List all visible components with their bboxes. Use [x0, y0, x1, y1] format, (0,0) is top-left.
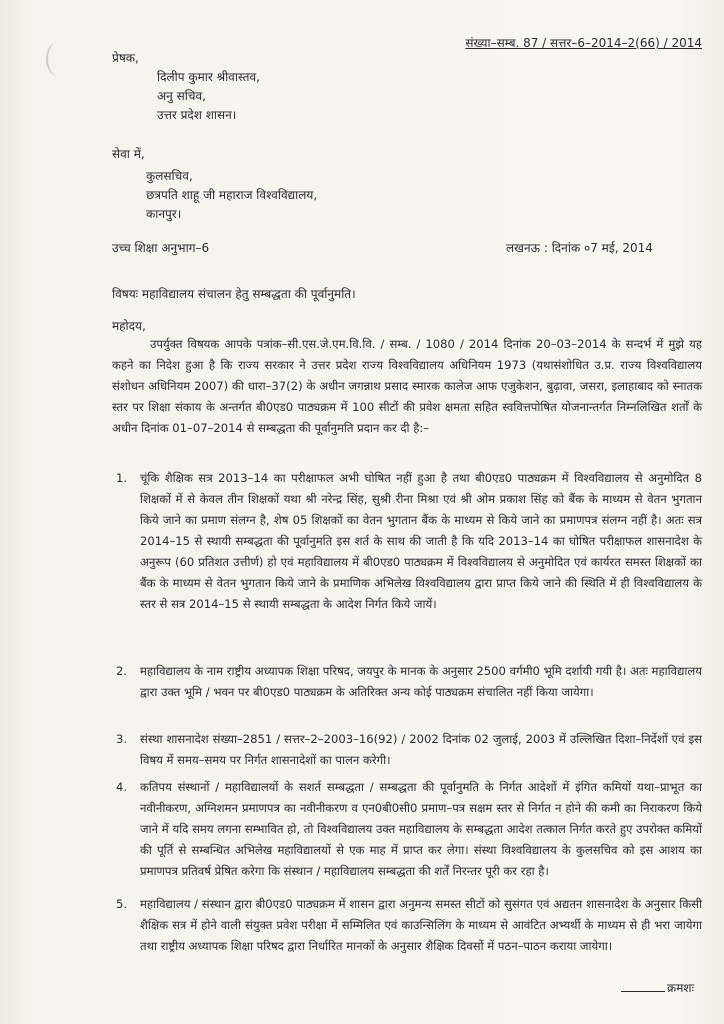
subject-line: विषयः महाविद्यालय संचालन हेतु सम्बद्धता की पूर्वानुमति। [112, 287, 356, 301]
condition-text: संस्था शासनादेश संख्या–2851 / सत्तर–2–2003–16(92) / 2002 दिनांक 02 जुलाई, 2003 में उल्लिखित दिशा–निर्देशों एवं इस विषय में समय–समय पर निर्गत शासनादेशों का पालन करेगी। [140, 732, 702, 767]
condition-number: 3. [116, 732, 128, 746]
condition-number: 4. [116, 780, 128, 794]
sender-label: प्रेषक, [112, 51, 139, 65]
condition-number: 2. [116, 664, 128, 678]
recipient-label: सेवा में, [112, 147, 145, 161]
condition-number: 1. [116, 471, 128, 485]
recipient-city: कानपुर। [146, 207, 182, 221]
reference-number: संख्या–सम्ब. 87 / सत्तर–6–2014–2(66) / 2014 [465, 36, 702, 50]
condition-text: चूंकि शैक्षिक सत्र 2013–14 का परीक्षाफल अभी घोषित नहीं हुआ है तथा बी0एड0 पाठ्यक्रम में विश्वविद्यालय से अनुमोदित 8 शिक्षकों में से केवल तीन शिक्षकों यथा श्री नरेन्द्र सिंह, सुश्री रीना मिश्रा एवं श्री ओम प्रकाश सिंह को बैंक के माध्यम से वेतन भुगतान किये जाने का प्रमाण संलग्न है, शेष 05 शिक्षकों का वेतन भुगतान बैंक के माध्यम से किये जाने का प्रमाणपत्र संलग्न नहीं है। अतः सत्र 2014–15 से स्थायी सम्बद्धता की पूर्वानुमति इस शर्त के साथ की जाती है कि यदि 2013–14 का घोषित परीक्षाफल शासनादेश के अनुरूप (60 प्रतिशत उत्तीर्ण) हो एवं महाविद्यालय में बी0एड0 पाठ्यक्रम में विश्वविद्यालय से अनुमोदित एवं कार्यरत समस्त शिक्षकों का बैंक के माध्यम से वेतन भुगतान किये जाने के प्रमाणिक अभिलेख विश्वविद्यालय द्वारा प्राप्त किये जाने की स्थिति में ही विश्वविद्यालय के स्तर से सत्र 2014–15 से स्थायी सम्बद्धता के आदेश निर्गत किये जायें। [140, 471, 702, 611]
intro-paragraph: उपर्युक्त विषयक आपके पत्रांक–सी.एस.जे.एम.वि.वि. / सम्ब. / 1080 / 2014 दिनांक 20–03–2014 के सन्दर्भ में मुझे यह कहने का निदेश हुआ है कि राज्य सरकार ने उत्तर प्रदेश राज्य विश्वविद्यालय अधिनियम 1973 (यथासंशोधित उ.प्र. राज्य विश्वविद्यालय संशोधन अधिनियम 2007) की धारा–37(2) के अधीन जगन्नाथ प्रसाद स्मारक कालेज आफ एजुकेशन, बुढ़ावा, जसरा, इलाहाबाद को स्नातक स्तर पर शिक्षा संकाय के अन्तर्गत बी0एड0 पाठ्यक्रम में 100 सीटों की प्रवेश क्षमता सहित स्ववित्तपोषित योजनान्तर्गत निम्नलिखित शर्तों के अधीन दिनांक 01–07–2014 से सम्बद्धता की पूर्वानुमति प्रदान कर दी है:– [112, 337, 702, 435]
condition-text: महाविद्यालय / संस्थान द्वारा बी0एड0 पाठ्यक्रम में शासन द्वारा अनुमन्य समस्त सीटों को सुसंगत एवं अद्यतन शासनादेश के अनुसार किसी शैक्षिक सत्र में होने वाली संयुक्त प्रवेश परीक्षा में सम्मिलित एवं काउन्सिलिंग के माध्यम से आवंटित अभ्यर्थी के माध्यम से ही भरा जायेगा तथा राष्ट्रीय अध्यापक शिक्षा परिषद द्वारा निर्धारित मानकों के अनुसार शैक्षिक दिवसों में पठन–पाठन कराया जायेगा। [140, 897, 702, 953]
section-name: उच्च शिक्षा अनुभाग–6 [112, 241, 210, 255]
punch-hole-mark [46, 42, 70, 76]
condition-number: 5. [116, 897, 128, 911]
salutation: महोदय, [112, 319, 146, 333]
continued-marker: क्रमशः [621, 980, 694, 996]
letter-date: लखनऊ : दिनांक ०7 मई, 2014 [506, 241, 653, 255]
condition-text: महाविद्यालय के नाम राष्ट्रीय अध्यापक शिक्षा परिषद, जयपुर के मानक के अनुसार 2500 वर्गमी0 भूमि दर्शायी गयी है। अतः महाविद्यालय द्वारा उक्त भूमि / भवन पर बी0एड0 पाठ्यक्रम के अतिरिक्त अन्य कोई पाठ्यक्रम संचालित नहीं किया जायेगा। [140, 664, 702, 699]
recipient-institution: छत्रपति शाहू जी महाराज विश्वविद्यालय, [146, 188, 318, 202]
condition-text: कतिपय संस्थानों / महाविद्यालयों के सशर्त सम्बद्धता / सम्बद्धता की पूर्वानुमति के निर्गत आदेशों में इंगित कमियों यथा–प्राभूत का नवीनीकरण, अग्निशमन प्रमाणपत्र का नवीनीकरण व एन0बी0सी0 प्रमाण–पत्र सक्षम स्तर से निर्गत न होने की कमी का निराकरण किये जाने में यदि समय लगना सम्भावित हो, तो विश्वविद्यालय उक्त महाविद्यालय के सम्बद्धता आदेश तत्काल निर्गत करते हुए उपरोक्त कमियों की पूर्ति से सम्बन्धित अभिलेख महाविद्यालयों से एक माह में प्राप्त कर लेगा। संस्था विश्वविद्यालय के कुलसचिव को इस आशय का प्रमाणपत्र प्रतिवर्ष प्रेषित करेगा कि संस्थान / महाविद्यालय सम्बद्धता की शर्तें निरन्तर पूरी कर रहा है। [140, 780, 703, 878]
sender-office: उत्तर प्रदेश शासन। [157, 108, 237, 122]
recipient-designation: कुलसचिव, [146, 169, 193, 183]
sender-designation: अनु सचिव, [157, 89, 206, 103]
sender-name: दिलीप कुमार श्रीवास्तव, [157, 70, 260, 84]
